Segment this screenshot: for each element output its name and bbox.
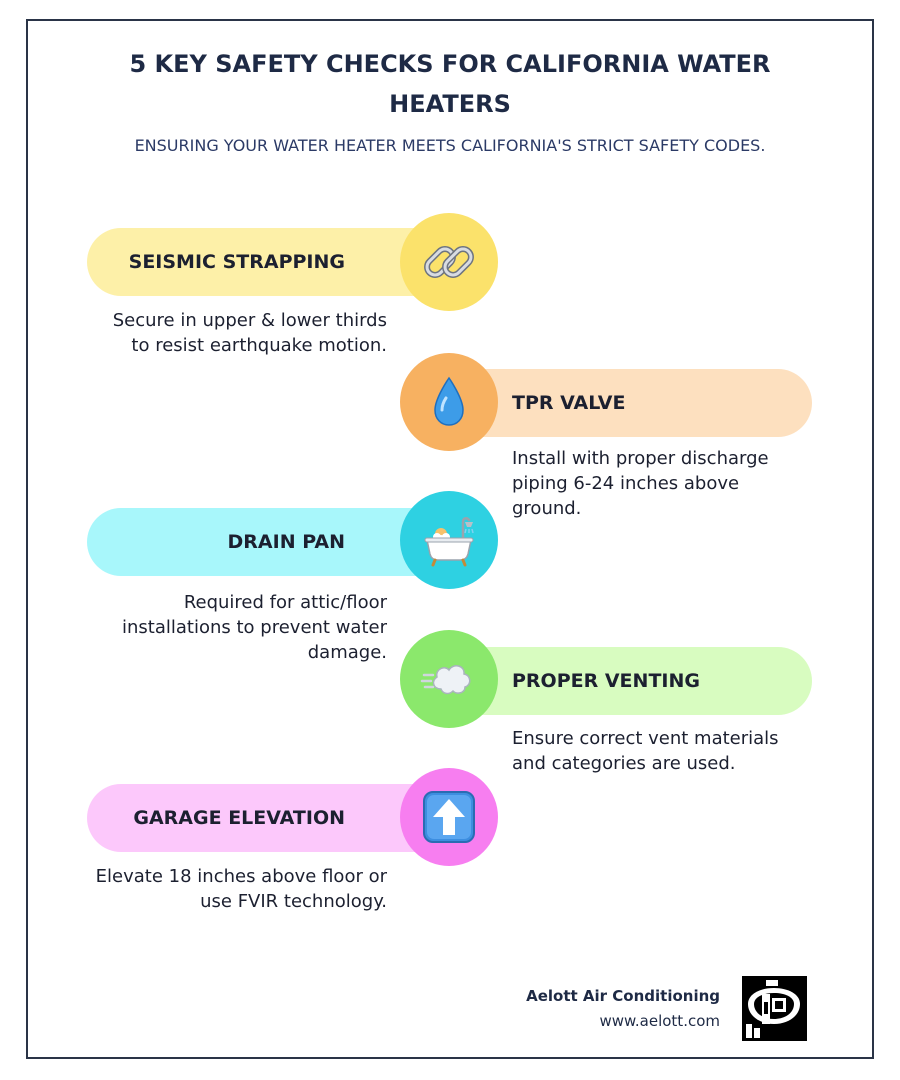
company-name: Aelott Air Conditioning	[526, 987, 720, 1005]
bathtub-icon	[419, 510, 479, 570]
check-description: Secure in upper & lower thirds to resist earthquake motion.	[112, 310, 387, 356]
company-website-link[interactable]: www.aelott.com	[599, 1012, 720, 1030]
check-description: Ensure correct vent materials and categories are used.	[512, 728, 779, 774]
check-description: Elevate 18 inches above floor or use FVIR technology.	[95, 866, 387, 912]
page-subtitle: ENSURING YOUR WATER HEATER MEETS CALIFORNIA'S STRICT SAFETY CODES.	[134, 136, 766, 155]
page-title: 5 KEY SAFETY CHECKS FOR CALIFORNIA WATER HEATERS	[129, 50, 771, 118]
dash-cloud-icon	[419, 649, 479, 709]
up-arrow-icon	[419, 787, 479, 847]
check-garage-elevation-badge	[400, 768, 498, 866]
check-proper-venting-badge	[400, 630, 498, 728]
check-drain-pan-badge	[400, 491, 498, 589]
company-logo	[742, 976, 807, 1041]
check-label: PROPER VENTING	[512, 670, 700, 692]
check-label: SEISMIC STRAPPING	[128, 251, 345, 273]
check-description: Required for attic/floor installations to prevent water damage.	[122, 592, 387, 663]
check-label: DRAIN PAN	[227, 531, 345, 553]
check-label: GARAGE ELEVATION	[133, 807, 345, 829]
check-description: Install with proper discharge piping 6-24 inches above ground.	[512, 448, 769, 519]
water-drop-icon	[419, 372, 479, 432]
check-label: TPR VALVE	[512, 392, 626, 414]
chain-link-icon	[419, 232, 479, 292]
check-tpr-valve-badge	[400, 353, 498, 451]
check-seismic-strapping-badge	[400, 213, 498, 311]
